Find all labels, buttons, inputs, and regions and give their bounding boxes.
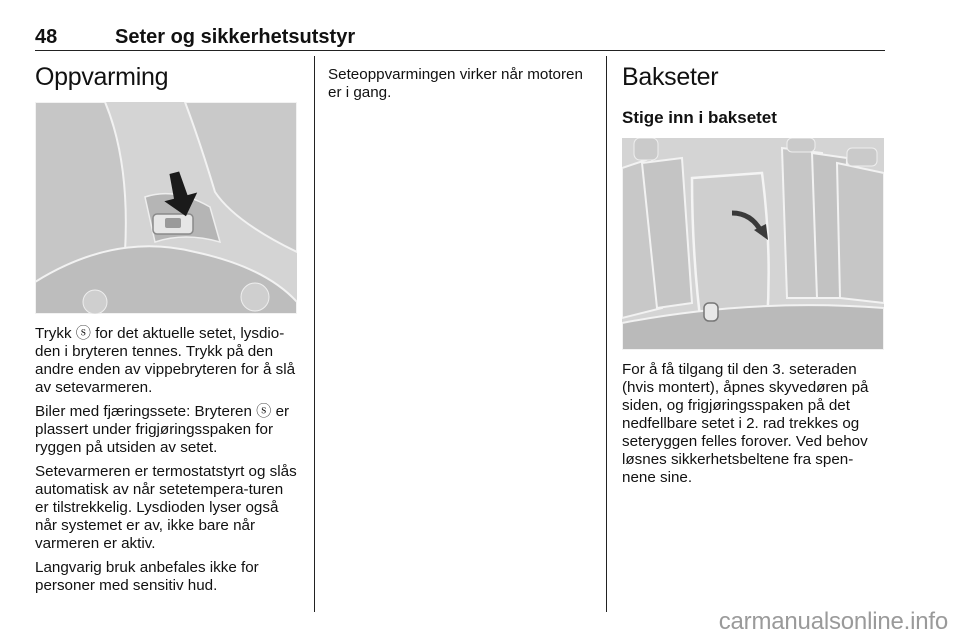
header-rule [35,50,885,51]
page-number: 48 [35,26,58,48]
paragraph-sensitive-skin: Langvarig bruk anbefales ikke for personer med sensitiv hud. [35,559,259,594]
right-column [622,63,886,493]
column-divider-left [314,56,315,612]
left-column [35,63,300,601]
paragraph-suspension-seat: Biler med fjæringssete: Bryteren ⓢ er plassert under frigjøringsspaken for ryggen på utsiden av setet. [35,403,290,456]
paragraph-press-switch: Trykk ⓢ for det aktuelle setet, lysdio-den i bryteren tennes. Trykk på den andre enden av vippebryteren for å slå av setevarmeren. [35,325,296,396]
column-divider-right [606,56,607,612]
page-header [35,26,885,50]
section-title: Seter og sikkerhetsutstyr [115,26,356,48]
seat-heating-icon: ⓢ [75,325,91,342]
seat-heating-switch-illustration [35,102,297,314]
seat-heating-icon: ⓢ [256,403,272,420]
heading-bakseter: Bakseter [622,63,719,91]
watermark: carmanualsonline.info [718,608,948,635]
heading-oppvarming: Oppvarming [35,63,169,91]
paragraph-third-row-access: For å få tilgang til den 3. seteraden (hvis montert), åpnes skyvedøren på siden, og frigjøringsspaken på det nedfellbare setet i 2. rad trekkes og seteryggen felles forover. Ved behov løsnes sikkerhetsbeltene fra spen-nene sine. [622,361,869,486]
middle-column [328,66,593,108]
paragraph-engine-running: Seteoppvarmingen virker når motoren er i gang. [328,66,583,101]
paragraph-thermostat: Setevarmeren er termostatstyrt og slås automatisk av når setetempera-turen er tilstrekkelig. Lysdioden lyser også når systemet er av, ikke bare når varmeren er aktiv. [35,463,297,552]
rear-seat-fold-illustration [622,138,884,350]
subheading-rear-entry: Stige inn i baksetet [622,108,777,127]
